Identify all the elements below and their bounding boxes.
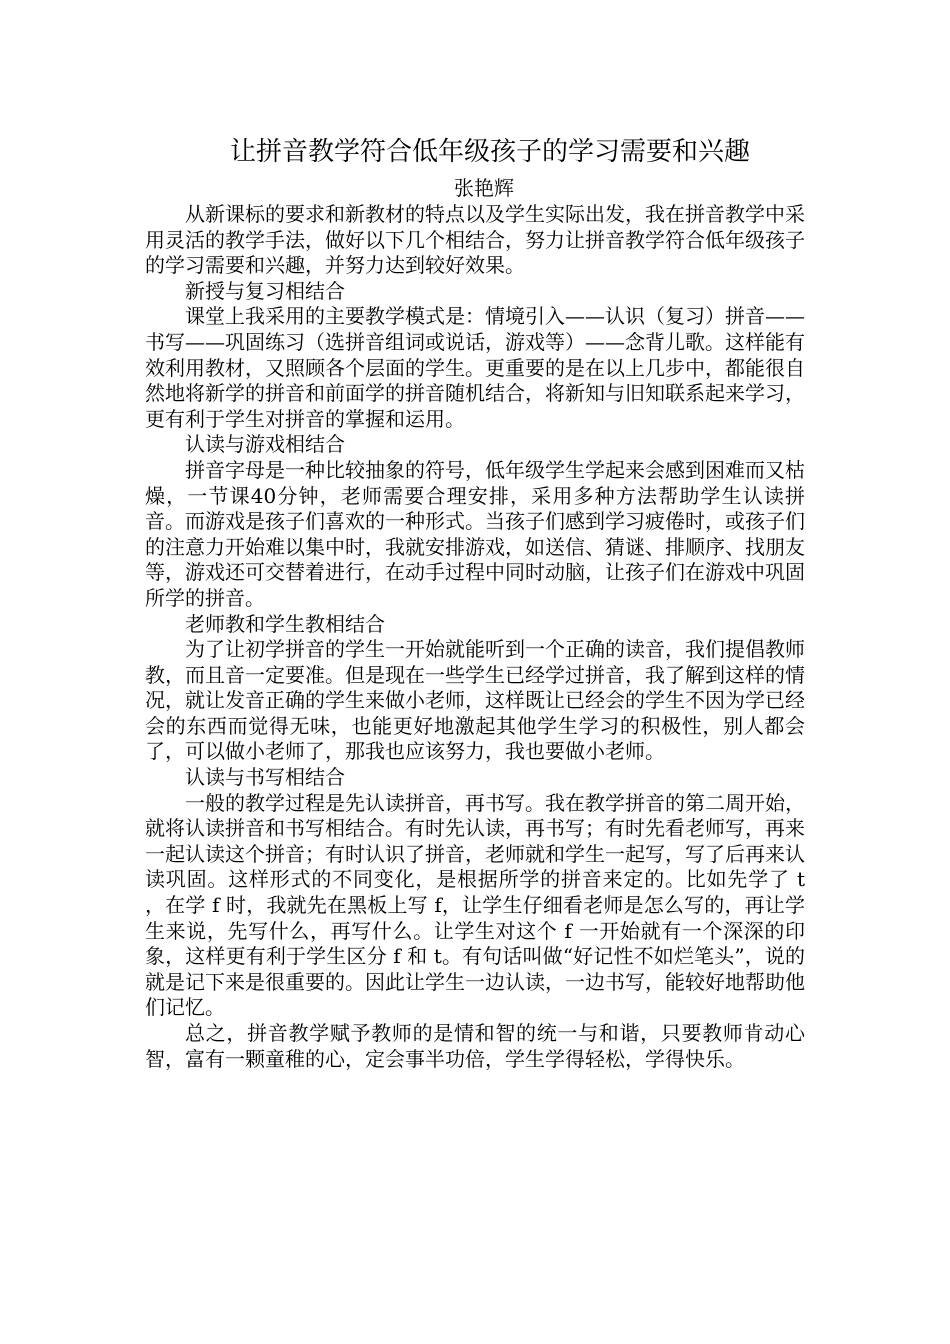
document-author: 张艳辉 (454, 176, 514, 200)
body-paragraph: 一般的教学过程是先认读拼音，再书写。我在教学拼音的第二周开始，就将认读拼音和书写相结合。有时先认读，再书写；有时先看老师写，再来一起认读这个拼音；有时认识了拼音，老师就和学生一起写，写了后再来认读巩固。这样形式的不同变化，是根据所学的拼音来定的。比如先学了 t ，在学 f 时，我就先在黑板上写 f，让学生仔细看老师是怎么写的，再让学生来说，先写什么，再写什么。让学生对这个 f 一开始就有一个深深的印象，这样更有利于学生区分 f 和 t。有句话叫做“好记性不如烂笔头”，说的就是记下来是很重要的。因此让学生一边认读，一边书写，能较好地帮助他们记忆。 (145, 790, 805, 1020)
body-paragraph: 课堂上我采用的主要教学模式是：情境引入——认识（复习）拼音——书写——巩固练习（选拼音组词或说话，游戏等）——念背儿歌。这样能有效利用教材，又照顾各个层面的学生。更重要的是在以上几步中，都能很自然地将新学的拼音和前面学的拼音随机结合，将新知与旧知联系起来学习，更有利于学生对拼音的掌握和运用。 (145, 304, 805, 431)
section-heading: 认读与书写相结合 (185, 765, 345, 790)
body-paragraph: 拼音字母是一种比较抽象的符号，低年级学生学起来会感到困难而又枯燥，一节课40分钟，老师需要合理安排，采用多种方法帮助学生认读拼音。而游戏是孩子们喜欢的一种形式。当孩子们感到学习疲倦时，或孩子们的注意力开始难以集中时，我就安排游戏，如送信、猜谜、排顺序、找朋友等，游戏还可交替着进行，在动手过程中同时动脑，让孩子们在游戏中巩固所学的拼音。 (145, 457, 805, 610)
document-page (145, 134, 805, 1072)
section-heading: 新授与复习相结合 (185, 278, 345, 303)
conclusion-paragraph: 总之，拼音教学赋予教师的是情和智的统一与和谐，只要教师肯动心智，富有一颗童稚的心，定会事半功倍，学生学得轻松，学得快乐。 (145, 1021, 805, 1071)
document-title: 让拼音教学符合低年级孩子的学习需要和兴趣 (229, 137, 750, 167)
document-body (145, 202, 805, 1072)
section-heading: 认读与游戏相结合 (185, 432, 345, 457)
section-heading: 老师教和学生教相结合 (185, 611, 385, 636)
intro-paragraph: 从新课标的要求和新教材的特点以及学生实际出发，我在拼音教学中采用灵活的教学手法，做好以下几个相结合，努力让拼音教学符合低年级孩子的学习需要和兴趣，并努力达到较好效果。 (145, 202, 805, 278)
body-paragraph: 为了让初学拼音的学生一开始就能听到一个正确的读音，我们提倡教师教，而且音一定要准。但是现在一些学生已经学过拼音，我了解到这样的情况，就让发音正确的学生来做小老师，这样既让已经会的学生不因为学已经会的东西而觉得无味，也能更好地激起其他学生学习的积极性，别人都会了，可以做小老师了，那我也应该努力，我也要做小老师。 (145, 637, 805, 764)
